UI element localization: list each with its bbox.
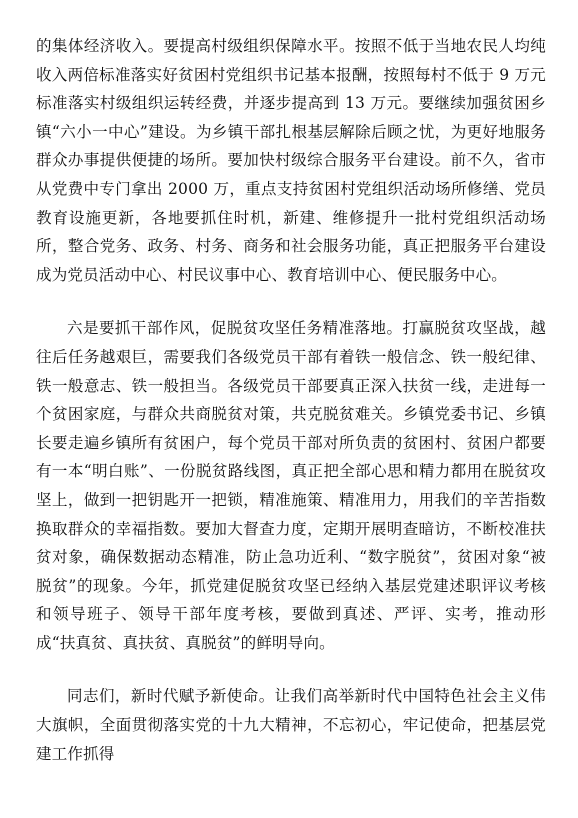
paragraph-gap	[36, 657, 546, 682]
paragraph-closing: 同志们，新时代赋予新使命。让我们高举新时代中国特色社会主义伟大旗帜，全面贯彻落实党的十九大精神，不忘初心，牢记使命，把基层党建工作抓得	[36, 687, 546, 763]
paragraph-collective-economy: 的集体经济收入。要提高村级组织保障水平。按照不低于当地农民人均纯收入两倍标准落实好贫困村党组织书记基本报酬，按照每村不低于 9 万元标准落实村级组织运转经费，并逐步提高到 13 万元。要继续加强贫困乡镇“六小一中心”建设。为乡镇干部扎根基层解除后顾之忧，为更好地服务群众办事提供便捷的场所。要加快村级综合服务平台建设。前不久，省市从党费中专门拿出 2000 万，重点支持贫困村党组织活动场所修缮、党员教育设施更新，各地要抓住时机，新建、维修提升一批村党组织活动场所，整合党务、政务、村务、商务和社会服务功能，真正把服务平台建设成为党员活动中心、村民议事中心、教育培训中心、便民服务中心。	[36, 37, 546, 284]
paragraph-cadre-style: 六是要抓干部作风，促脱贫攻坚任务精准落地。打赢脱贫攻坚战，越往后任务越艰巨，需要我们各级党员干部有着铁一般信念、铁一般纪律、铁一般意志、铁一般担当。各级党员干部要真正深入扶贫一线，走进每一个贫困家庭，与群众共商脱贫对策，共克脱贫难关。乡镇党委书记、乡镇长要走遍乡镇所有贫困户，每个党员干部对所负责的贫困村、贫困户都要有一本“明白账”、一份脱贫路线图，真正把全部心思和精力都用在脱贫攻坚上，做到一把钥匙开一把锁，精准施策、精准用力，用我们的辛苦指数换取群众的幸福指数。要加大督查力度，定期开展明查暗访，不断校准扶贫对象，确保数据动态精准，防止急功近利、“数字脱贫”，贫困对象“被脱贫”的现象。今年，抓党建促脱贫攻坚已经纳入基层党建述职评议考核和领导班子、领导干部年度考核，要做到真述、严评、实考，推动形成“扶真贫、真扶贫、真脱贫”的鲜明导向。	[36, 319, 546, 652]
document-body	[36, 32, 546, 768]
paragraph-gap	[36, 289, 546, 314]
